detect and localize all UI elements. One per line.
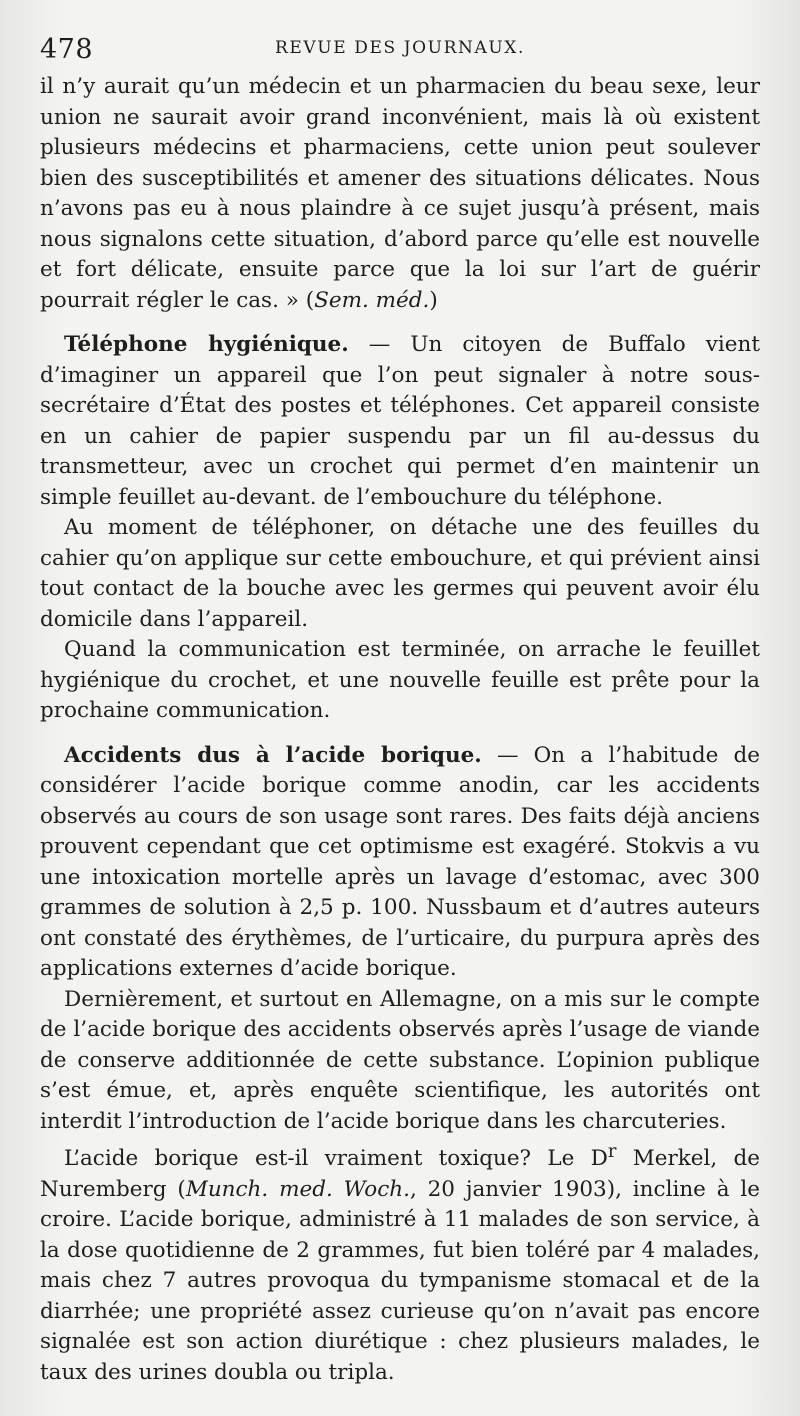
page-header <box>40 34 760 74</box>
section-title-telephone: Téléphone hygiénique. <box>64 332 349 357</box>
running-title: REVUE DES JOURNAUX. <box>275 38 525 58</box>
acide-borique-section: Accidents dus à l’acide borique. — On a l’habitude de considérer l’acide borique comme anodin, car les accidents observés au cours de son usage sont rares. Des faits déjà anciens prouvent cependant que cet optimisme est exagéré. Stokvis a vu une intoxication mortelle après un lavage d’estomac, avec 300 grammes de solution à 2,5 p. 100. Nussbaum et d’autres auteurs ont constaté des érythèmes, de l’urticaire, du purpura après des applications externes d’acide borique. <box>40 742 760 981</box>
source-citation: Sem. méd. <box>314 287 430 313</box>
page-number: 478 <box>40 34 94 65</box>
section-title-acide-borique: Accidents dus à l’acide borique. <box>64 742 482 768</box>
source-citation: Munch. med. Woch. <box>185 1176 410 1202</box>
article-body <box>40 72 760 1388</box>
paragraph-continuation: il n’y aurait qu’un médecin et un pharmacien du beau sexe, leur union ne saurait avoir grand inconvénient, mais là où existent plusieurs médecins et pharmaciens, cette union peut soulever bien des susceptibilités et amener des situations délicates. Nous n’avons pas eu à nous plaindre à ce sujet jusqu’à présent, mais nous signalons cette situation, d’abord parce qu’elle est nouvelle et fort délicate, ensuite parce que la loi sur l’art de guérir pourrait régler le cas. » (Sem. méd.) <box>40 74 760 313</box>
paragraph: Quand la communication est terminée, on arrache le feuillet hygiénique du crochet, et une nouvelle feuille est prête pour la prochaine communication. <box>40 637 760 723</box>
paragraph: L’acide borique est-il vraiment toxique? Le $D^r$ Merkel, de Nuremberg (Munch. med. Woch., 20 janvier 1903), incline à le croire. L’acide borique, administré à 11 malades de son service, à la dose quotidienne de 2 grammes, fut bien toléré par 4 malades, mais chez 7 autres provoqua du tympanisme stomacal et de la diarrhée; une propriété assez curieuse qu’on n’avait pas encore signalée est son action diurétique : chez plusieurs malades, le taux des urines doubla ou tripla. <box>40 1141 760 1385</box>
paragraph: Dernièrement, et surtout en Allemagne, on a mis sur le compte de l’acide borique des accidents observés après l’usage de viande de conserve additionnée de cette substance. L’opinion publique s’est émue, et, après enquête scientifique, les autorités ont interdit l’introduction de l’acide borique dans les charcuteries. <box>40 986 760 1134</box>
paragraph: Au moment de téléphoner, on détache une des feuilles du cahier qu’on applique sur cette embouchure, et qui prévient ainsi tout contact de la bouche avec les germes qui peuvent avoir élu domicile dans l’appareil. <box>40 515 760 632</box>
telephone-section: Téléphone hygiénique. — Un citoyen de Buffalo vient d’imaginer un appareil que l’on peut signaler à notre sous-secrétaire d’État des postes et téléphones. Cet appareil consiste en un cahier de papier suspendu par un fil au-dessus du transmetteur, avec un crochet qui permet d’en maintenir un simple feuillet au-devant. de l’embouchure du téléphone. <box>40 332 760 510</box>
superscript: r <box>607 1141 617 1162</box>
